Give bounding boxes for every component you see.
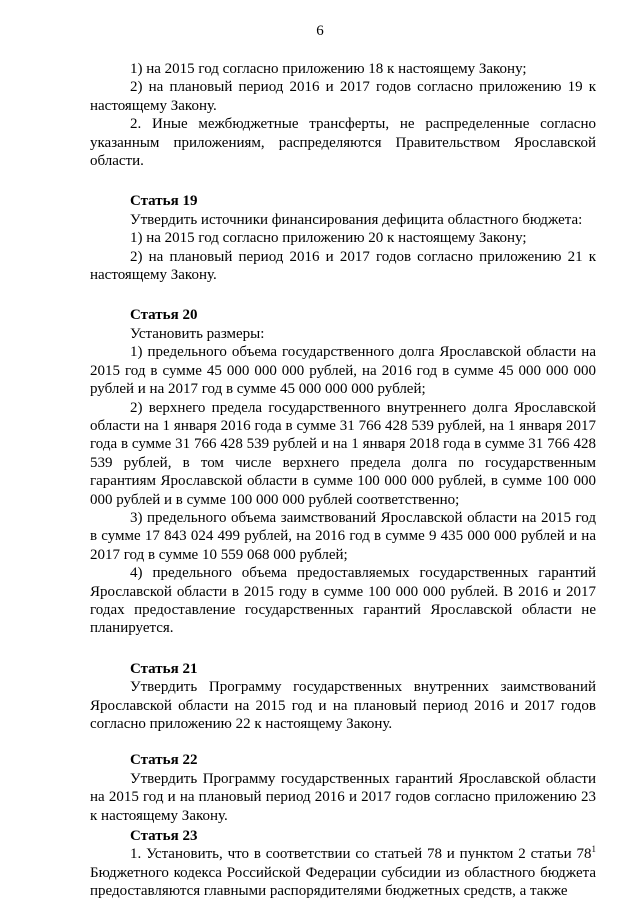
paragraph: 4) предельного объема предоставляемых государственных гарантий Ярославской области в 2015 году в сумме 100 000 000 рублей. В 2016 и 2017 годах предоставление государственных гарантий Ярославской области не планируется.	[90, 565, 596, 637]
article-heading: Статья 23	[130, 828, 198, 845]
paragraph	[90, 845, 596, 900]
paragraph-text: 1. Установить, что в соответствии со статьей 78 и пунктом 2 статьи 78	[130, 846, 592, 863]
section-spacer	[90, 733, 596, 751]
paragraph: 3) предельного объема заимствований Ярославской области на 2015 год в сумме 17 843 024 499 рублей, на 2016 год в сумме 9 435 000 000 рублей и на 2017 год в сумме 10 559 068 000 рублей;	[90, 509, 596, 563]
paragraph-text: Бюджетного кодекса Российской Федерации субсидии из областного бюджета предоставляются главными распорядителями бюджетных средств, а также	[90, 864, 596, 900]
superscript: 1	[591, 844, 596, 855]
article-heading: Статья 20	[130, 307, 198, 324]
paragraph: 1) на 2015 год согласно приложению 20 к настоящему Закону;	[130, 230, 527, 247]
article-heading: Статья 21	[130, 660, 198, 677]
article-heading: Статья 22	[130, 752, 198, 769]
paragraph: Утвердить Программу государственных внутренних заимствований Ярославской области на 2015 год и на плановый период 2016 и 2017 годов согласно приложению 22 к настоящему Закону.	[90, 679, 596, 732]
section-spacer	[90, 638, 596, 660]
paragraph: Утвердить источники финансирования дефицита областного бюджета:	[130, 211, 583, 228]
paragraph: 2) на плановый период 2016 и 2017 годов согласно приложению 21 к настоящему Закону.	[90, 248, 596, 284]
article-heading: Статья 19	[130, 193, 198, 210]
paragraph: 2) верхнего предела государственного внутреннего долга Ярославской области на 1 января 2016 года в сумме 31 766 428 539 рублей, на 1 января 2017 года в сумме 31 766 428 539 рублей и на 1 января 2018 года в сумме 31 766 428 539 рублей, в том числе верхнего предела долга по государственным гарантиям Ярославской области в сумме 100 000 000 рублей, в сумме 100 000 000 рублей и в сумме 100 000 000 рублей соответственно;	[90, 399, 596, 508]
paragraph: 2) на плановый период 2016 и 2017 годов согласно приложению 19 к настоящему Закону.	[90, 79, 596, 114]
paragraph: Утвердить Программу государственных гарантий Ярославской области на 2015 год и на плановый период 2016 и 2017 годов согласно приложению 23 к настоящему Закону.	[90, 770, 596, 824]
paragraph: Установить размеры:	[130, 325, 265, 342]
section-spacer	[90, 170, 596, 192]
paragraph: 1) на 2015 год согласно приложению 18 к настоящему Закону;	[130, 61, 527, 77]
paragraph: 2. Иные межбюджетные трансферты, не распределенные согласно указанным приложениям, распределяются Правительством Ярославской области.	[90, 116, 596, 170]
page-number: 6	[316, 23, 324, 39]
document-body	[90, 60, 596, 901]
paragraph: 1) предельного объема государственного долга Ярославской области на 2015 год в сумме 45 000 000 000 рублей, на 2016 год в сумме 45 000 000 000 рублей и на 2017 год в сумме 45 000 000 000 рублей;	[90, 344, 596, 398]
section-spacer	[90, 284, 596, 306]
